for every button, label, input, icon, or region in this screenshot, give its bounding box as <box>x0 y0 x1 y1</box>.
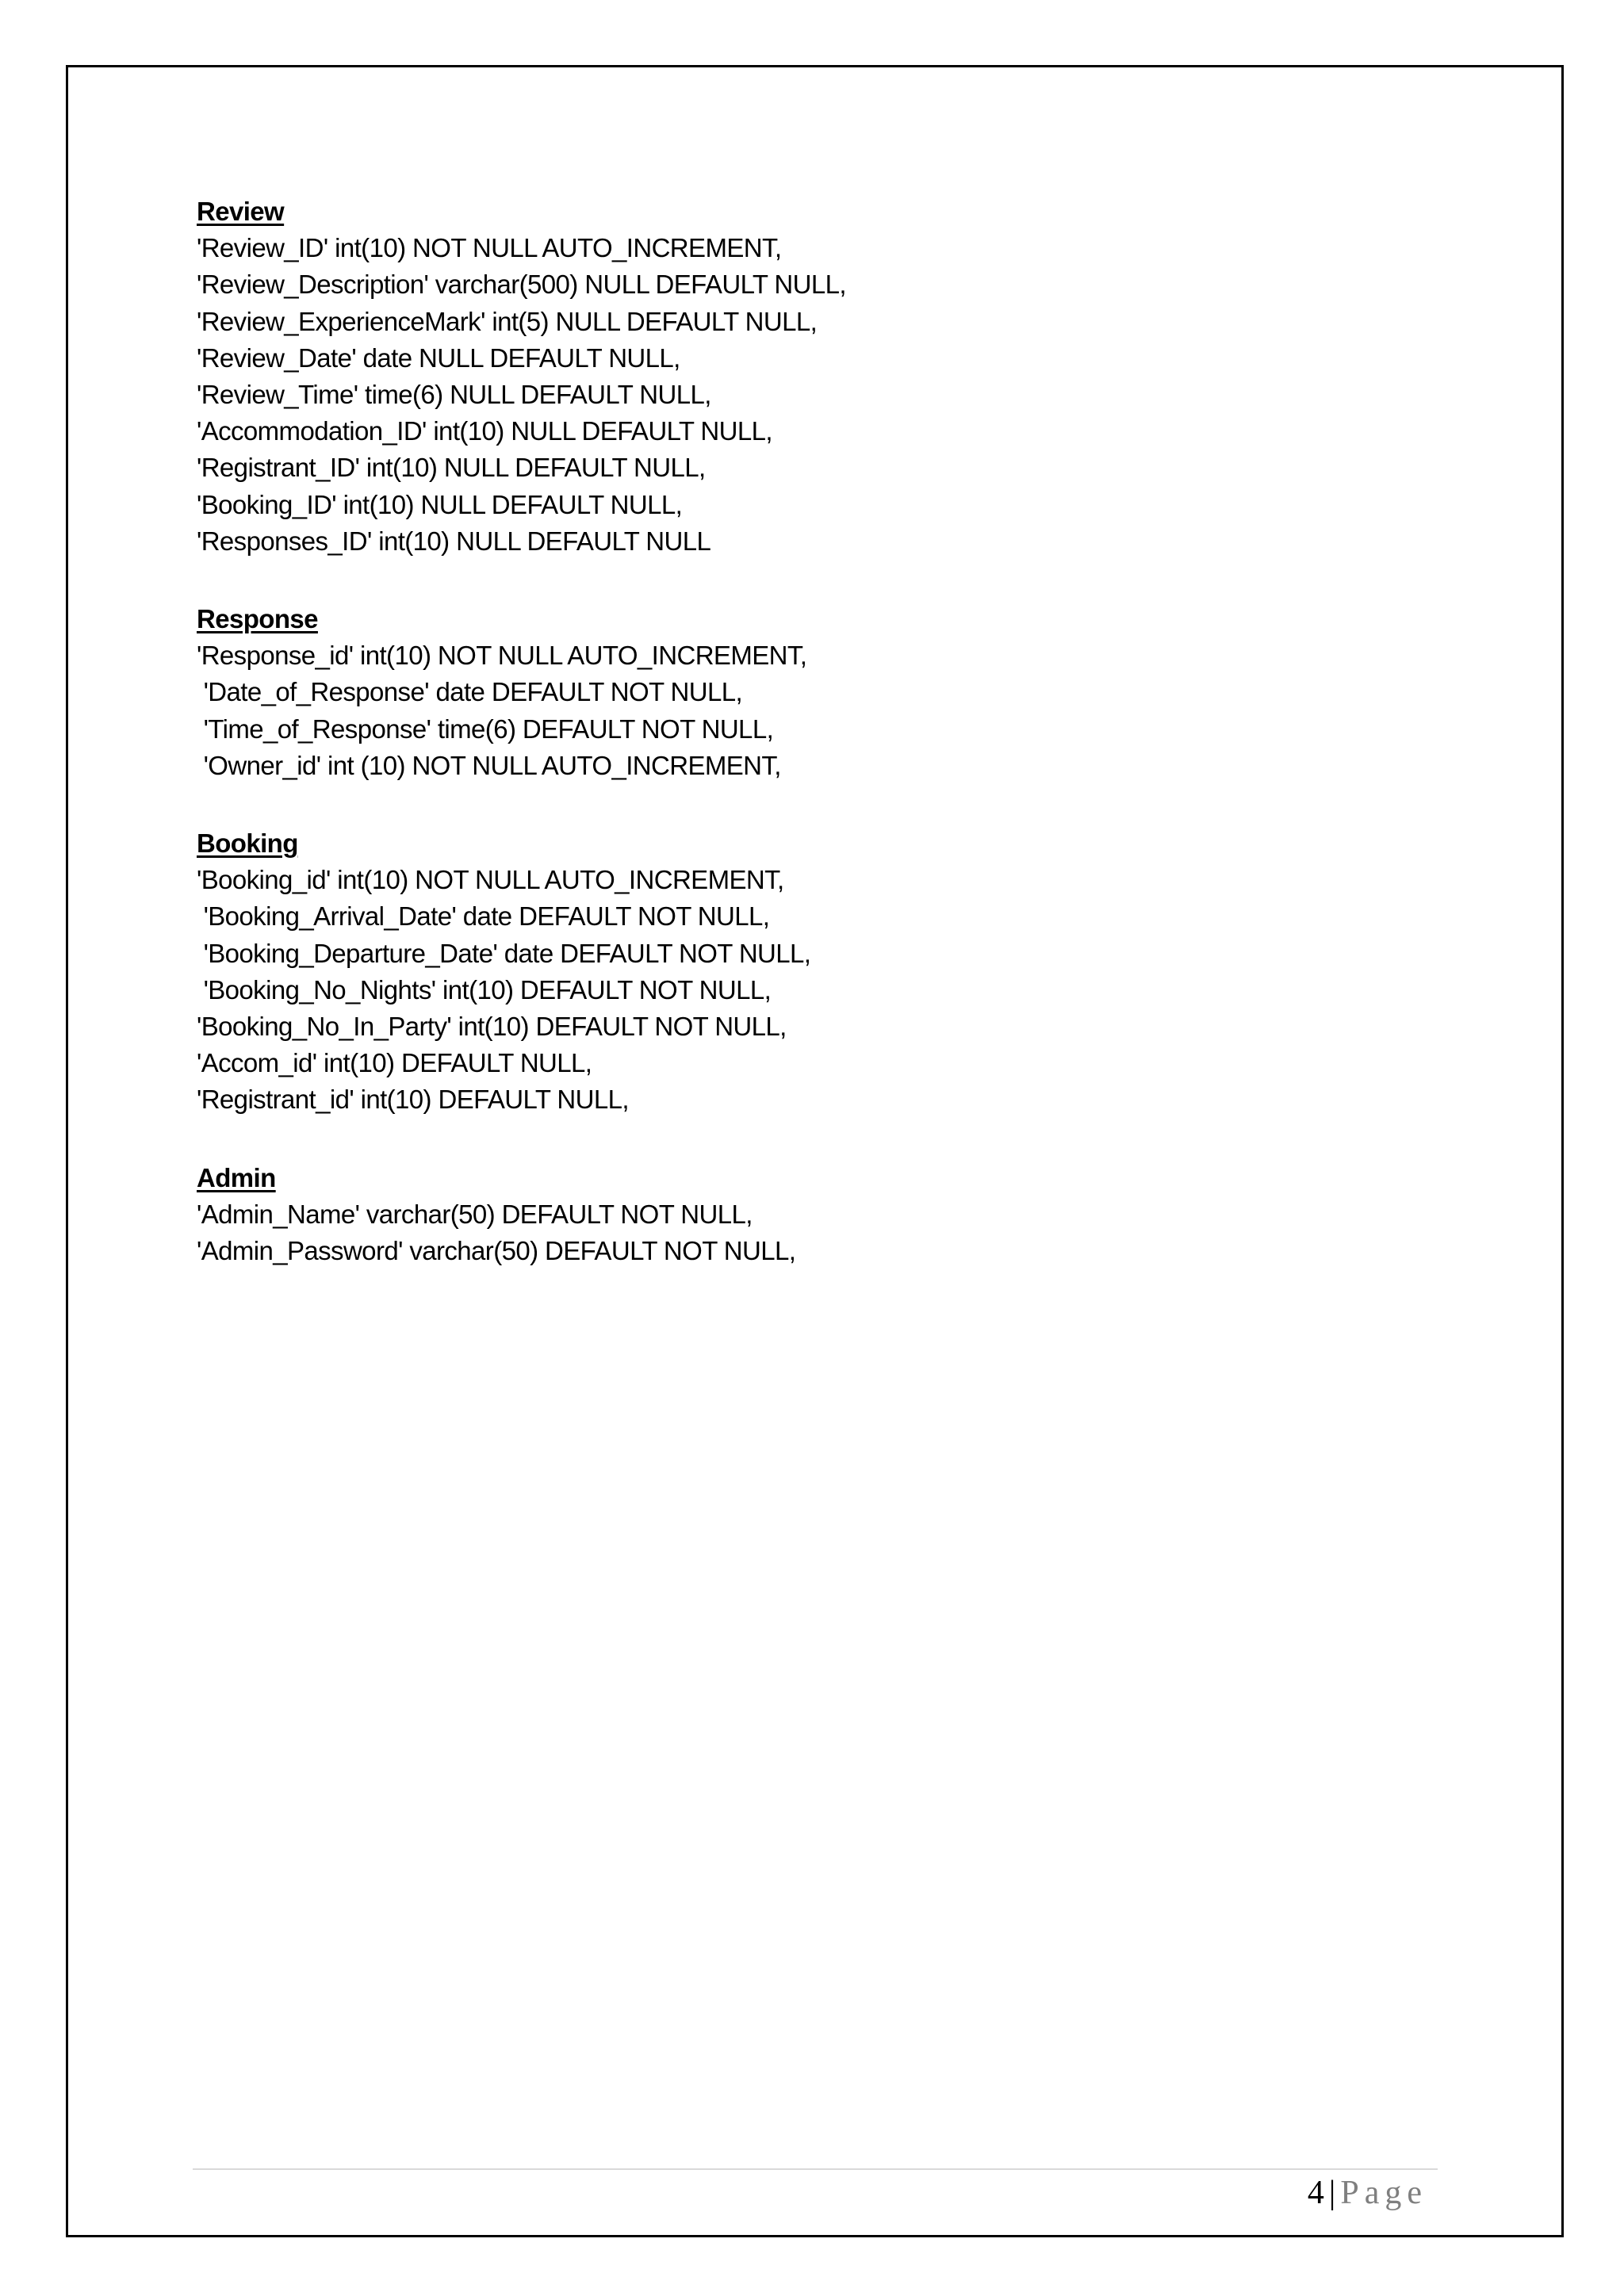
section-review <box>197 193 1386 560</box>
field-line: 'Time_of_Response' time(6) DEFAULT NOT NULL, <box>197 714 774 744</box>
field-line: 'Review_ID' int(10) NOT NULL AUTO_INCREMENT, <box>197 233 782 263</box>
field-line: 'Booking_ID' int(10) NULL DEFAULT NULL, <box>197 489 683 519</box>
field-line: 'Owner_id' int (10) NOT NULL AUTO_INCREMENT, <box>197 750 781 780</box>
field-line: 'Booking_Departure_Date' date DEFAULT NOT NULL, <box>197 938 811 968</box>
footer-separator: | <box>1328 2175 1336 2211</box>
field-line: 'Booking_No_Nights' int(10) DEFAULT NOT NULL, <box>197 974 772 1004</box>
field-line: 'Review_Time' time(6) NULL DEFAULT NULL, <box>197 380 711 410</box>
field-line: 'Booking_Arrival_Date' date DEFAULT NOT NULL, <box>197 901 770 932</box>
page-label: Page <box>1340 2175 1427 2211</box>
field-line: 'Review_ExperienceMark' int(5) NULL DEFAULT NULL, <box>197 306 818 336</box>
field-line: 'Booking_No_In_Party' int(10) DEFAULT NOT NULL, <box>197 1012 787 1042</box>
page-footer <box>1308 2172 1427 2214</box>
document-body <box>197 193 1386 1311</box>
field-line: 'Booking_id' int(10) NOT NULL AUTO_INCREMENT, <box>197 865 784 895</box>
section-title: Booking <box>197 828 298 859</box>
field-line: 'Accom_id' int(10) DEFAULT NULL, <box>197 1048 592 1078</box>
footer-divider <box>193 2168 1438 2170</box>
field-line: 'Admin_Name' varchar(50) DEFAULT NOT NULL, <box>197 1199 753 1229</box>
field-line: 'Responses_ID' int(10) NULL DEFAULT NULL <box>197 526 711 556</box>
section-title: Admin <box>197 1162 276 1192</box>
field-line: 'Registrant_id' int(10) DEFAULT NULL, <box>197 1085 629 1115</box>
field-line: 'Accommodation_ID' int(10) NULL DEFAULT NULL, <box>197 416 772 446</box>
section-booking <box>197 825 1386 1119</box>
page-number: 4 <box>1307 2175 1324 2211</box>
field-line: 'Registrant_ID' int(10) NULL DEFAULT NULL, <box>197 453 706 483</box>
section-title: Response <box>197 604 318 634</box>
field-line: 'Review_Description' varchar(500) NULL DEFAULT NULL, <box>197 270 846 300</box>
section-title: Review <box>197 197 285 226</box>
field-line: 'Response_id' int(10) NOT NULL AUTO_INCREMENT, <box>197 641 807 671</box>
field-line: 'Admin_Password' varchar(50) DEFAULT NOT NULL, <box>197 1236 796 1266</box>
field-line: 'Review_Date' date NULL DEFAULT NULL, <box>197 342 680 373</box>
field-line: 'Date_of_Response' date DEFAULT NOT NULL, <box>197 677 743 707</box>
section-response <box>197 601 1386 784</box>
section-admin <box>197 1160 1386 1270</box>
